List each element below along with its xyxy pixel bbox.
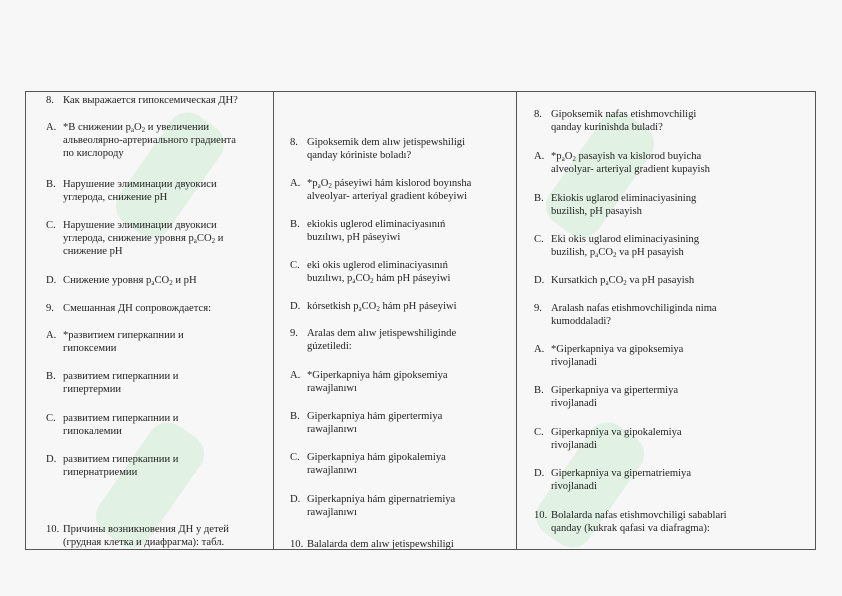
trilingual-question-table [25, 91, 816, 550]
item-marker: D. [534, 468, 545, 479]
item-marker: 9. [534, 303, 542, 314]
item-marker: 10. [534, 510, 548, 521]
item-marker: A. [290, 370, 301, 381]
item-marker: C. [46, 220, 56, 231]
item-marker: 8. [46, 95, 54, 106]
column-karakalpak [274, 92, 517, 549]
item-marker: C. [534, 234, 544, 245]
item-marker: C. [534, 427, 544, 438]
item-marker: B. [534, 193, 544, 204]
item-text: *Giperkapniya hám gipoksemiya rawajlanıwı [307, 370, 448, 394]
item-text: $*p_aO_2$ pasayish va kislorod buyicha alveolyar- arteriyal gradient kupayish [551, 151, 710, 175]
item-marker: D. [534, 275, 545, 286]
item-marker: B. [290, 219, 300, 230]
item-text: *Giperkapniya va gipoksemiya rivojlanadi [551, 344, 684, 368]
item-text: Giperkapniya hám gipertermiya rawajlanıwı [307, 411, 443, 435]
column-uzbek [517, 92, 815, 549]
item-text: $*p_aO_2$ páseyiwi hám kislorod boyınsha alveolyar- arteriyal gradient kóbeyiwi [307, 178, 472, 202]
item-marker: 8. [534, 109, 542, 120]
item-marker: C. [290, 260, 300, 271]
item-text: Gipoksemik dem alıw jetispewshiligi qanday kóriniste boladı? [307, 137, 466, 161]
item-marker: 10. [290, 539, 304, 549]
item-text: Нарушение элиминации двуокиси углерода, снижение уровня $p_aCO_2$ и снижение pH [63, 220, 224, 257]
item-text: Giperkapniya va gipertermiya rivojlanadi [551, 385, 679, 409]
item-text: Ekiokis uglarod eliminaciyasining buzilish, pH pasayish [551, 193, 697, 217]
item-marker: B. [534, 385, 544, 396]
item-marker: D. [290, 301, 301, 312]
item-marker: B. [46, 179, 56, 190]
item-text: Смешанная ДН сопровождается: [63, 303, 212, 314]
item-marker: A. [290, 178, 301, 189]
item-text: Снижение уровня $p_aCO_2$ и pH [63, 275, 197, 287]
item-marker: 10. [46, 524, 60, 535]
item-text: *В снижении $p_aO_2$ и увеличении альвеолярно-артериального градиента по кислороду [63, 122, 236, 159]
item-marker: 8. [290, 137, 298, 148]
item-text: развитием гиперкапнии и гипокалемии [63, 413, 179, 437]
item-marker: D. [46, 454, 57, 465]
item-text: Gipoksemik nafas etishmovchiligi qanday kurinishda buladi? [551, 109, 697, 133]
item-marker: A. [534, 151, 545, 162]
item-marker: D. [46, 275, 57, 286]
item-text: Giperkapniya va gipernatriemiya rivojlanadi [551, 468, 692, 492]
item-marker: 9. [46, 303, 54, 314]
item-marker: C. [290, 452, 300, 463]
item-text: Как выражается гипоксемическая ДН? [63, 95, 238, 106]
item-text: *развитием гиперкапнии и гипоксемии [63, 330, 184, 354]
item-text: Kursatkich $p_aCO_2$ va pH pasayish [551, 275, 695, 287]
item-text: Aralash nafas etishmovchiliginda nima kumoddaladi? [551, 303, 717, 327]
column-russian [26, 92, 274, 549]
item-marker: A. [46, 122, 57, 133]
item-marker: 9. [290, 328, 298, 339]
item-text: Giperkapniya hám gipokalemiya rawajlanıwı [307, 452, 446, 476]
item-text: eki okis uglerod eliminaciyasınıń buzılıwı, $p_aCO_2$ hám pH páseyiwi [307, 260, 451, 285]
item-text: Giperkapniya va gipokalemiya rivojlanadi [551, 427, 682, 451]
item-text: развитием гиперкапнии и гипертермии [63, 371, 179, 395]
item-text: kórsetkish $p_aCO_2$ hám pH páseyiwi [307, 301, 457, 313]
item-marker: B. [46, 371, 56, 382]
item-marker: C. [46, 413, 56, 424]
item-marker: A. [534, 344, 545, 355]
item-text: Giperkapniya hám gipernatriemiya rawajlanıwı [307, 494, 456, 518]
item-marker: A. [46, 330, 57, 341]
item-marker: D. [290, 494, 301, 505]
item-text: Aralas dem alıw jetispewshiliginde gúzetiledi: [307, 328, 457, 352]
item-text: Eki okis uglarod eliminaciyasining buzilish, $p_aCO_2$ va pH pasayish [551, 234, 699, 259]
item-text: Balalarda dem alıw jetispewshiligi [307, 539, 454, 549]
item-text: Нарушение элиминации двуокиси углерода, снижение pH [63, 179, 217, 203]
item-text: Bolalarda nafas etishmovchiligi sabablari qanday (kukrak qafasi va diafragma): [551, 510, 727, 534]
item-text: развитием гиперкапнии и гипернатриемии [63, 454, 179, 478]
item-text: Причины возникновения ДН у детей (грудная клетка и диафрагма): табл. [63, 524, 229, 548]
item-marker: B. [290, 411, 300, 422]
item-text: ekiokis uglerod eliminaciyasınıń buzılıwı, pH páseyiwi [307, 219, 446, 243]
